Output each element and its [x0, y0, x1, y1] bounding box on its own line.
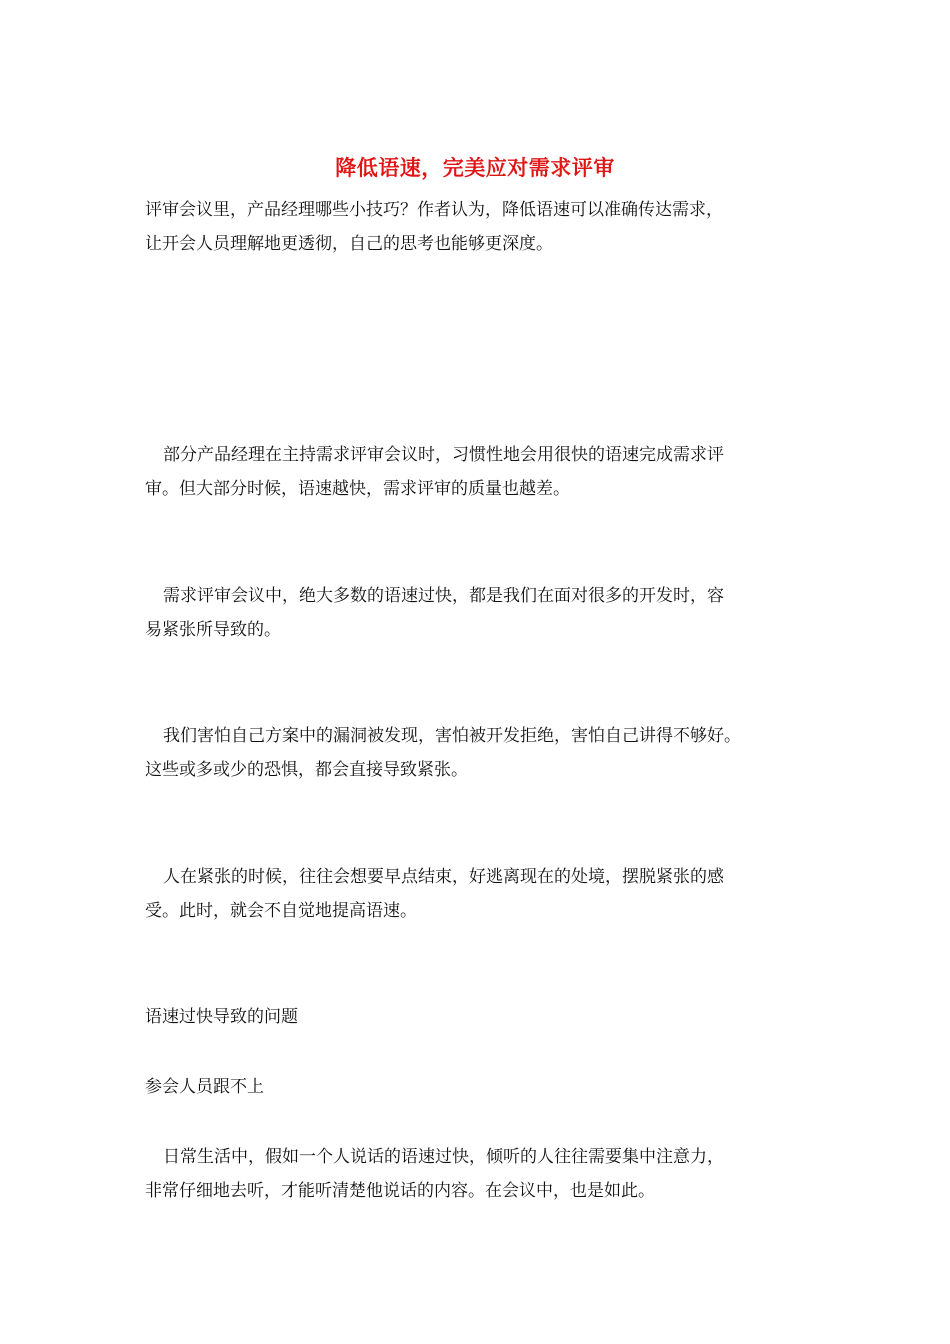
subsection-heading-text: 参会人员跟不上	[145, 1077, 264, 1097]
intro-line-1: 评审会议里，产品经理哪些小技巧？作者认为，降低语速可以准确传达需求，	[145, 200, 723, 220]
section-heading	[145, 1000, 810, 1034]
paragraph-line: 需求评审会议中，绝大多数的语速过快，都是我们在面对很多的开发时，容	[163, 586, 724, 606]
paragraph-line: 人在紧张的时候，往往会想要早点结束，好逃离现在的处境，摆脱紧张的感	[163, 867, 724, 887]
paragraph-line: 审。但大部分时候，语速越快，需求评审的质量也越差。	[145, 479, 570, 499]
subsection-heading	[145, 1070, 810, 1104]
paragraph-line: 部分产品经理在主持需求评审会议时，习惯性地会用很快的语速完成需求评	[163, 445, 724, 465]
paragraph-line: 易紧张所导致的。	[145, 620, 281, 640]
body-paragraph-4	[145, 860, 810, 928]
document-title: 降低语速，完美应对需求评审	[335, 155, 615, 180]
paragraph-line: 我们害怕自己方案中的漏洞被发现，害怕被开发拒绝，害怕自己讲得不够好。	[163, 726, 741, 746]
section-heading-text: 语速过快导致的问题	[145, 1007, 298, 1027]
body-paragraph-2	[145, 579, 810, 647]
paragraph-line: 非常仔细地去听，才能听清楚他说话的内容。在会议中，也是如此。	[145, 1181, 655, 1201]
body-paragraph-1	[145, 438, 810, 506]
paragraph-line: 这些或多或少的恐惧，都会直接导致紧张。	[145, 760, 468, 780]
paragraph-line: 受。此时，就会不自觉地提高语速。	[145, 901, 417, 921]
body-paragraph-5	[145, 1140, 810, 1208]
body-paragraph-3	[145, 719, 810, 787]
intro-paragraph	[145, 193, 810, 261]
intro-line-2: 让开会人员理解地更透彻，自己的思考也能够更深度。	[145, 234, 553, 254]
paragraph-line: 日常生活中，假如一个人说话的语速过快，倾听的人往往需要集中注意力，	[163, 1147, 724, 1167]
